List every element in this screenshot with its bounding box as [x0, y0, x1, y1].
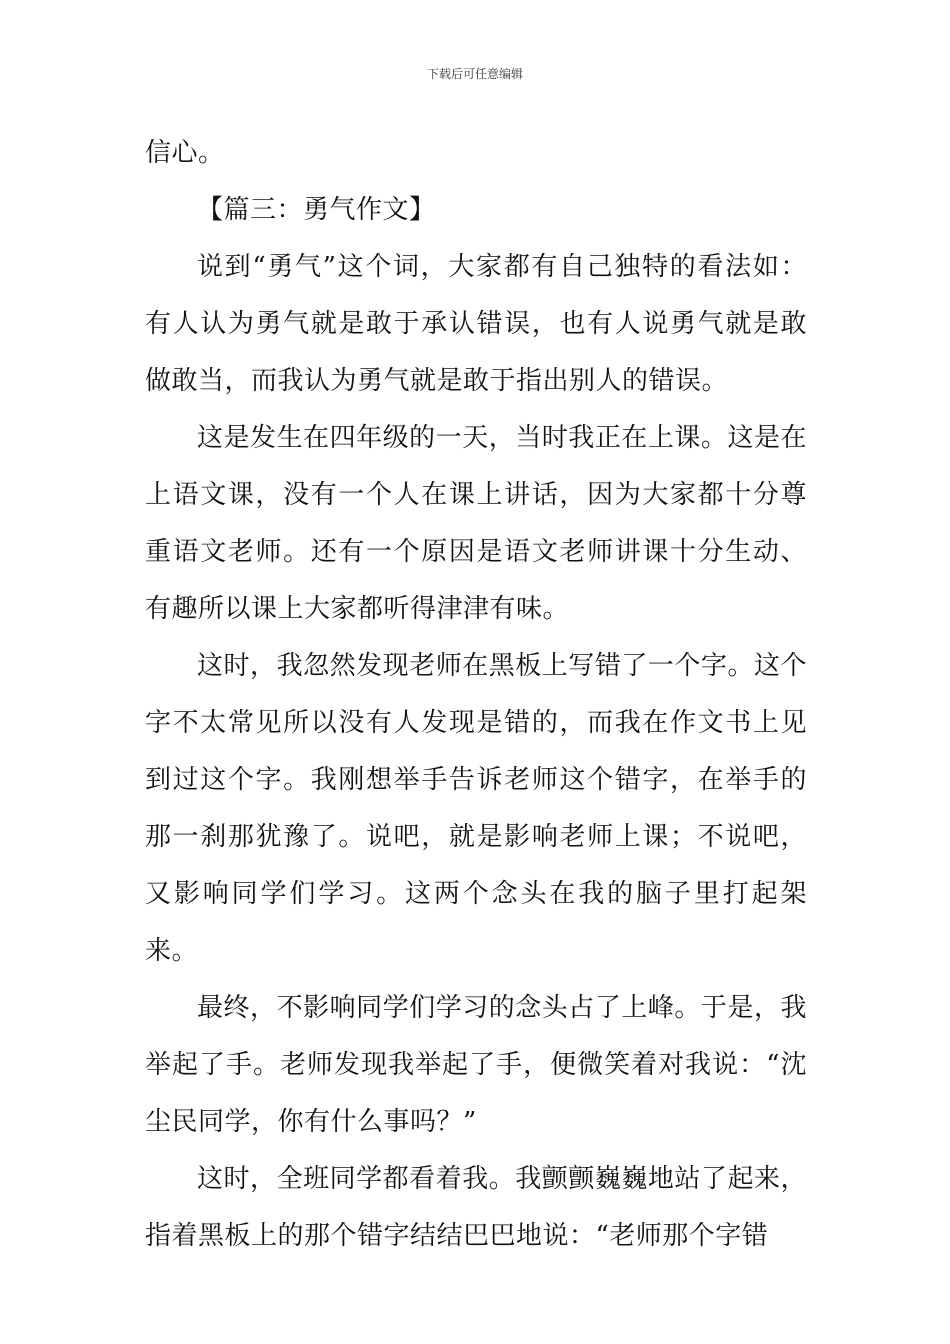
section-heading: 【篇三：勇气作文】 — [197, 195, 436, 225]
paragraph-5: 最终，不影响同学们学习的念头占了上峰。于是，我举起了手。老师发现我举起了手，便微笑着对我说：“沈尘民同学，你有什么事吗？” — [145, 993, 807, 1137]
page-header: 下载后可任意编辑 — [426, 67, 523, 81]
paragraph-3: 这是发生在四年级的一天，当时我正在上课。这是在上语文课，没有一个人在课上讲话，因为大家都十分尊重语文老师。还有一个原因是语文老师讲课十分生动、有趣所以课上大家都听得津津有味。 — [145, 423, 807, 624]
paragraph-6: 这时，全班同学都看着我。我颤颤巍巍地站了起来，指着黑板上的那个错字结结巴巴地说：“老师那个字错 — [145, 1164, 807, 1251]
paragraph-4: 这时，我忽然发现老师在黑板上写错了一个字。这个字不太常见所以没有人发现是错的，而我在作文书上见到过这个字。我刚想举手告诉老师这个错字，在举手的那一刹那犹豫了。说吧，就是影响老师上课；不说吧，又影响同学们学习。这两个念头在我的脑子里打起架来。 — [145, 651, 807, 966]
document-body — [145, 125, 807, 1265]
paragraph-2: 说到“勇气”这个词，大家都有自己独特的看法如：有人认为勇气就是敢于承认错误，也有人说勇气就是敢做敢当，而我认为勇气就是敢于指出别人的错误。 — [145, 252, 807, 396]
paragraph-1: 信心。 — [145, 138, 225, 168]
